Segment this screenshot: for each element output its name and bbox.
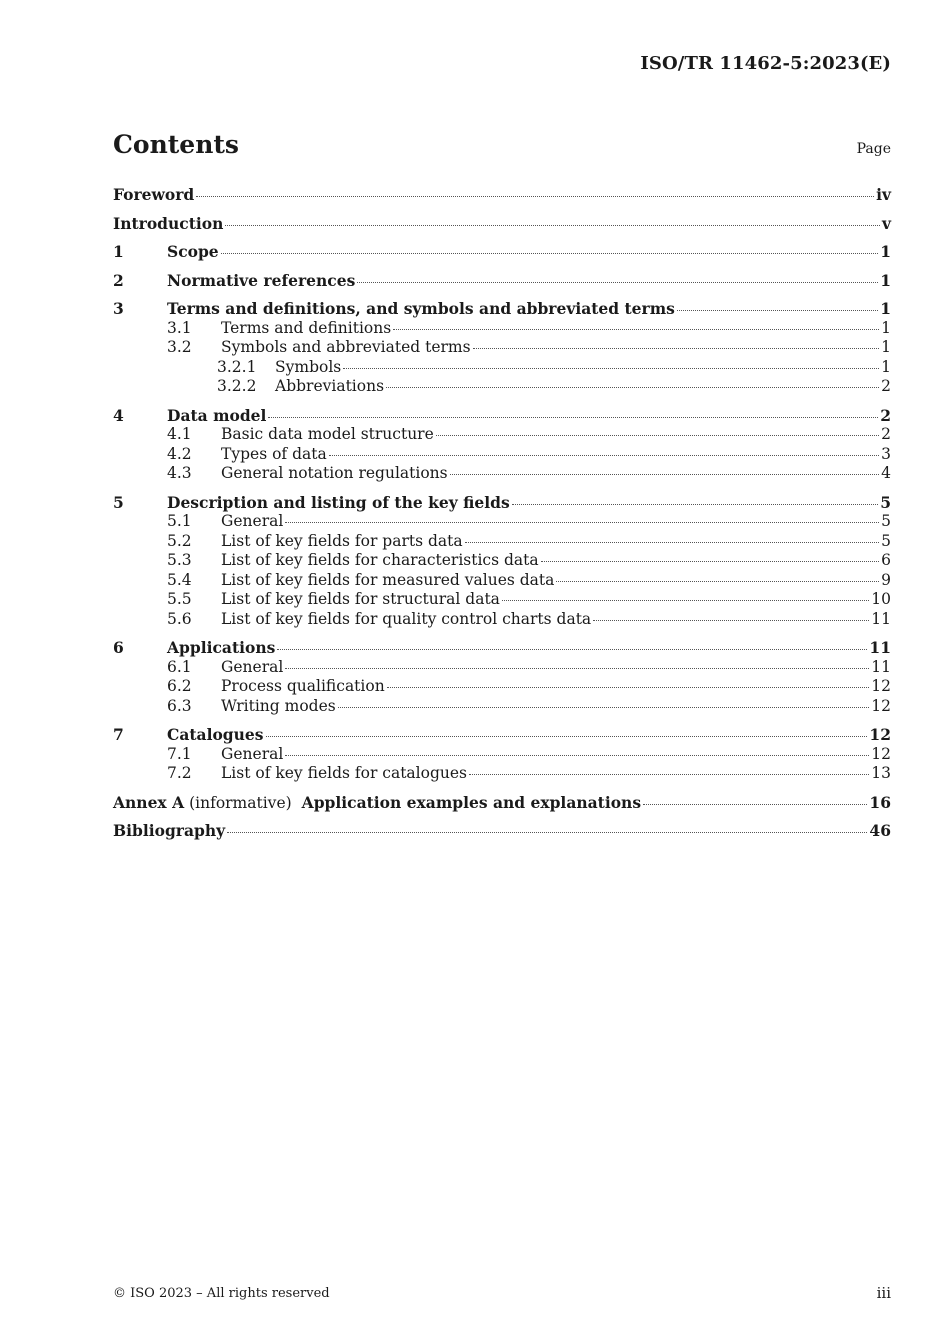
toc-entry[interactable] — [113, 793, 891, 813]
toc-entry[interactable] — [113, 338, 891, 358]
toc-entry-page: 13 — [871, 764, 891, 782]
dot-leader — [196, 195, 874, 197]
toc-entry-page: 1 — [881, 318, 891, 337]
toc-entry-page: 11 — [871, 657, 891, 676]
toc-entry-page: 46 — [869, 821, 891, 840]
toc-entry-title: List of key fields for structural data — [221, 590, 500, 608]
toc-entry-page: 2 — [880, 405, 891, 425]
dot-leader — [556, 580, 879, 582]
toc-entry[interactable] — [113, 319, 891, 339]
dot-leader — [285, 754, 869, 756]
toc-entry-title: General — [221, 512, 284, 530]
toc-entry-number: 6.1 — [167, 657, 192, 676]
dot-leader — [285, 667, 869, 669]
toc-entry-title: List of key fields for measured values data — [221, 570, 555, 589]
toc-entry-number: 4 — [113, 405, 124, 425]
toc-entry-title: Symbols — [275, 357, 342, 376]
toc-entry-page: 3 — [881, 444, 891, 463]
toc-entry[interactable] — [113, 821, 891, 841]
toc-entry-title: General — [221, 744, 284, 763]
toc-entry-page: 1 — [880, 270, 891, 290]
toc-entry[interactable] — [113, 512, 891, 532]
toc-entry-number: 1 — [113, 242, 124, 261]
toc-entry-number: 3.2 — [167, 338, 192, 356]
toc-entry[interactable] — [113, 425, 891, 445]
toc-entry-annex-type: (informative) — [189, 793, 292, 812]
dot-leader — [473, 347, 880, 349]
toc-entry-page: 1 — [880, 299, 891, 318]
toc-entry-page: 6 — [881, 551, 891, 569]
toc-entry-number: 4.3 — [167, 464, 192, 482]
toc-entry-number: 7 — [113, 725, 124, 744]
dot-leader — [436, 434, 879, 436]
toc-entry-number: 5 — [113, 492, 124, 512]
toc-entry-number: 4.1 — [167, 425, 192, 443]
toc-entry-page: 1 — [880, 242, 891, 261]
dot-leader — [268, 416, 878, 418]
dot-leader — [338, 706, 870, 708]
toc-entry-title: Data model — [167, 405, 267, 425]
toc-entry-title: Process qualification — [221, 677, 385, 695]
toc-entry-page: 12 — [871, 744, 891, 763]
toc-entry[interactable] — [113, 532, 891, 552]
toc-entry-number: 5.2 — [167, 531, 192, 550]
toc-entry[interactable] — [113, 571, 891, 591]
toc-entry-title: Terms and definitions — [221, 318, 392, 337]
toc-entry-title: List of key fields for parts data — [221, 531, 463, 550]
toc-entry-page: 16 — [869, 792, 891, 812]
toc-entry[interactable] — [113, 214, 891, 234]
toc-entry[interactable] — [113, 493, 891, 513]
toc-entry-title: Description and listing of the key fields — [167, 492, 510, 512]
toc-entry-number: 7.1 — [167, 744, 192, 763]
toc-entry[interactable] — [113, 271, 891, 291]
dot-leader — [512, 503, 879, 505]
dot-leader — [541, 560, 880, 562]
toc-entry-title: General — [221, 657, 284, 676]
toc-entry-title: Catalogues — [167, 725, 264, 744]
toc-entry-title: Foreword — [113, 185, 195, 204]
toc-entry-number: 4.2 — [167, 444, 192, 463]
toc-entry-page: 11 — [869, 638, 891, 657]
contents-title-row — [113, 130, 891, 159]
toc-entry[interactable] — [113, 764, 891, 784]
toc-entry-page: 2 — [881, 425, 891, 443]
toc-entry-page: 9 — [881, 570, 891, 589]
toc-entry-page: 5 — [880, 492, 891, 512]
toc-entry-title: List of key fields for catalogues — [221, 764, 467, 782]
toc-entry-number: 5.5 — [167, 590, 192, 608]
toc-entry[interactable] — [113, 590, 891, 610]
dot-leader — [643, 803, 867, 805]
toc-entry[interactable] — [113, 638, 891, 658]
toc-entry[interactable] — [113, 551, 891, 571]
toc-entry-title: Scope — [167, 242, 219, 261]
toc-entry[interactable] — [113, 745, 891, 765]
dot-leader — [450, 473, 880, 475]
toc-entry[interactable] — [113, 406, 891, 426]
dot-leader — [469, 773, 869, 775]
toc-entry-title: Types of data — [221, 444, 327, 463]
toc-entry-title: List of key fields for characteristics data — [221, 551, 539, 569]
toc-entry-title: Writing modes — [221, 696, 336, 715]
document-id: ISO/TR 11462-5:2023(E) — [640, 53, 891, 74]
toc-entry-title: Basic data model structure — [221, 425, 434, 443]
toc-entry-number: 3.2.2 — [217, 377, 257, 395]
toc-entry[interactable] — [113, 242, 891, 262]
toc-entry-number: 5.3 — [167, 551, 192, 569]
toc-entry-page: 12 — [871, 696, 891, 715]
dot-leader — [277, 648, 867, 650]
page-number: iii — [876, 1284, 891, 1302]
toc-entry-title: Normative references — [167, 270, 356, 290]
toc-entry-number: 6.2 — [167, 677, 192, 695]
toc-entry-title: Introduction — [113, 213, 224, 233]
toc-entry[interactable] — [113, 658, 891, 678]
toc-entry-title: Applications — [167, 638, 276, 657]
dot-leader — [227, 831, 867, 833]
toc-entry-page: iv — [876, 185, 891, 204]
dot-leader — [593, 619, 869, 621]
toc-entry-page: 2 — [881, 377, 891, 395]
toc-entry[interactable] — [113, 299, 891, 319]
toc-entry-page: 5 — [881, 531, 891, 550]
toc-entry-title: Terms and definitions, and symbols and abbreviated terms — [167, 299, 675, 318]
toc-entry[interactable] — [113, 725, 891, 745]
toc-entry-page: 5 — [881, 512, 891, 530]
toc-entry-number: 3.2.1 — [217, 357, 257, 376]
dot-leader — [387, 686, 870, 688]
dot-leader — [285, 521, 879, 523]
toc-entry[interactable] — [113, 445, 891, 465]
dot-leader — [329, 454, 879, 456]
toc-entry-page: 12 — [871, 677, 891, 695]
toc-entry-title: Symbols and abbreviated terms — [221, 338, 471, 356]
toc-entry-number: 6 — [113, 638, 124, 657]
toc-entry-number: 6.3 — [167, 696, 192, 715]
dot-leader — [225, 224, 880, 226]
toc-entry-title: Abbreviations — [275, 377, 385, 395]
toc-entry[interactable] — [113, 377, 891, 397]
dot-leader — [677, 309, 878, 311]
toc-entry-number: 5.1 — [167, 512, 192, 530]
dot-leader — [393, 328, 879, 330]
toc-entry-number: 3.1 — [167, 318, 192, 337]
dot-leader — [502, 599, 869, 601]
toc-entry[interactable] — [113, 185, 891, 205]
toc-entry-number: 3 — [113, 299, 124, 318]
toc-entry-page: 11 — [871, 609, 891, 628]
dot-leader — [357, 281, 878, 283]
toc-entry-page: 1 — [881, 338, 891, 356]
toc-entry-number: 7.2 — [167, 764, 192, 782]
toc-entry-page: 4 — [881, 464, 891, 482]
toc-entry[interactable] — [113, 610, 891, 630]
toc-entry[interactable] — [113, 358, 891, 378]
toc-entry-annex-label: Annex A — [113, 792, 185, 812]
toc-entry-title: Application examples and explanations — [301, 792, 642, 812]
toc-entry-page: 1 — [881, 357, 891, 376]
dot-leader — [386, 386, 879, 388]
toc-entry-number: 2 — [113, 270, 124, 290]
toc-entry[interactable] — [113, 464, 891, 484]
dot-leader — [221, 252, 879, 254]
page-column-label: Page — [856, 141, 891, 157]
contents-title: Contents — [113, 130, 240, 159]
dot-leader — [465, 541, 880, 543]
toc-entry-title: Bibliography — [113, 821, 226, 840]
toc-entry[interactable] — [113, 697, 891, 717]
dot-leader — [343, 367, 879, 369]
toc-entry-page: v — [881, 213, 891, 233]
table-of-contents — [113, 185, 891, 841]
toc-entry[interactable] — [113, 677, 891, 697]
dot-leader — [266, 735, 868, 737]
toc-entry-number: 5.4 — [167, 570, 192, 589]
toc-entry-title: List of key fields for quality control charts data — [221, 609, 592, 628]
copyright-notice: © ISO 2023 – All rights reserved — [113, 1286, 330, 1301]
toc-entry-page: 12 — [869, 725, 891, 744]
toc-entry-page: 10 — [871, 590, 891, 608]
toc-entry-title: General notation regulations — [221, 464, 448, 482]
toc-entry-number: 5.6 — [167, 609, 192, 628]
